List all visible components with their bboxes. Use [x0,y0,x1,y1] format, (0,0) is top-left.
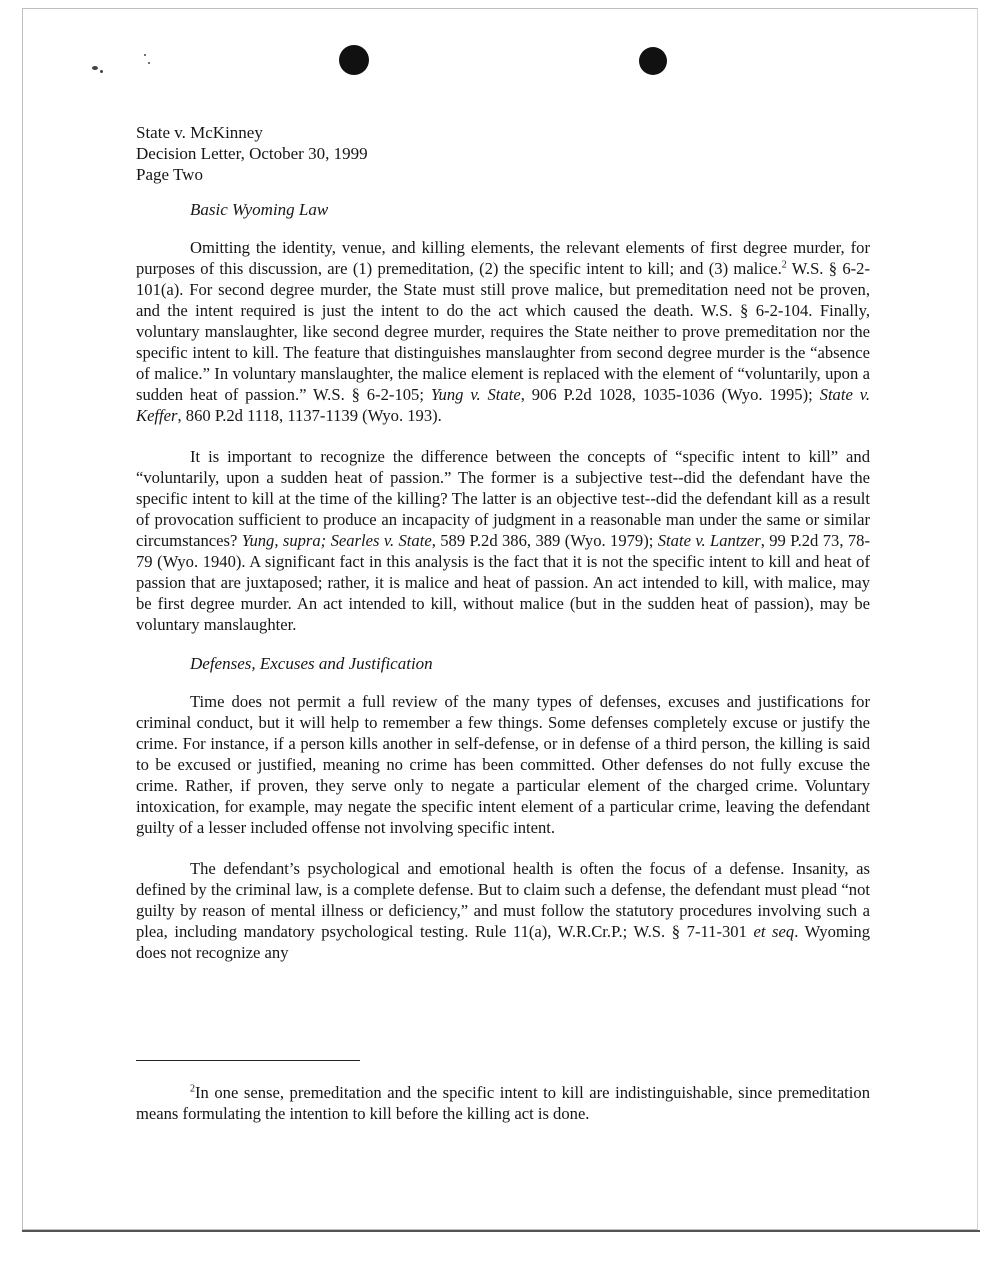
case-citation: State v. Keffer [136,385,870,425]
section-heading-defenses: Defenses, Excuses and Justification [190,654,433,673]
paragraph-insanity: The defendant’s psychological and emotional health is often the focus of a defense. Insanity, as defined by the criminal law, is a complete defense. But to claim such a defense, the defendant must plead “not guilty by reason of mental illness or deficiency,” and must follow the statutory procedures involving such a plea, including mandatory psychological testing. Rule 11(a), W.R.Cr.P.; W.S. § 7-11-301 et seq. Wyoming does not recognize any [136,859,871,962]
case-citation: Yung, supra; Searles v. State [241,531,432,550]
footnote-number: 2 [190,1083,195,1095]
latin-term: et seq [753,922,795,941]
page-label: Page Two [136,165,203,184]
letter-header [136,122,870,185]
footnote-text: In one sense, premeditation and the specific intent to kill are indistinguishable, since premeditation means formulating the intention to kill before the killing act is done. [136,1083,870,1123]
punch-hole-left [339,45,369,75]
page-bottom-edge [22,1230,980,1232]
scan-speck [100,70,103,73]
case-citation: State v. Lantzer [657,531,761,550]
scan-speck [92,66,98,70]
letter-date: Decision Letter, October 30, 1999 [136,144,368,163]
section-heading-basic-law: Basic Wyoming Law [190,200,329,219]
letter-body [136,122,870,963]
footnote-divider [136,1060,360,1061]
scan-speck [144,54,146,56]
punch-hole-right [639,47,667,75]
paragraph-defenses: Time does not permit a full review of the many types of defenses, excuses and justifications for criminal conduct, but it will help to remember a few things. Some defenses completely excuse or justify the crime. For instance, if a person kills another in self-defense, or in defense of a third person, the killing is said to be excused or justified, meaning no crime has been committed. Other defenses do not fully excuse the crime. Rather, if proven, they serve only to negate a particular element of the charged crime. Voluntary intoxication, for example, may negate the specific intent element of a particular crime, leaving the defendant guilty of a lesser included offense not involving specific intent. [136,692,870,837]
paragraph-specific-intent-vs-heat-of-passion: It is important to recognize the difference between the concepts of “specific intent to kill” and “voluntarily, upon a sudden heat of passion.” The former is a subjective test--did the defendant have the specific intent to kill at the time of the killing? The latter is an objective test--did the defendant kill as a result of provocation sufficient to produce an incapacity of judgment in a reasonable man under the same or similar circumstances? Yung, supra; Searles v. State, 589 P.2d 386, 389 (Wyo. 1979); State v. Lantzer, 99 P.2d 73, 78-79 (Wyo. 1940). A significant fact in this analysis is the fact that it is not the specific intent to kill and heat of passion that are juxtaposed; rather, it is malice and heat of passion. An act intended to kill, with malice, may be first degree murder. An act intended to kill, without malice (but in the sudden heat of passion), may be voluntary manslaughter. [136,447,870,634]
case-name: State v. McKinney [136,123,263,142]
scan-speck [148,62,150,64]
footnote [136,1082,870,1124]
footnote-ref: 2 [781,259,787,271]
case-citation: Yung v. State [430,385,521,404]
paragraph-elements-of-murder: Omitting the identity, venue, and killing elements, the relevant elements of first degree murder, for purposes of this discussion, are (1) premeditation, (2) the specific intent to kill; and (3) malice.$^2$ W.S. § 6-2-101(a). For second degree murder, the State must still prove malice, but premeditation need not be proven, and the intent required is just the intent to do the act which caused the death. W.S. § 6-2-104. Finally, voluntary manslaughter, like second degree murder, requires the State neither to prove premeditation nor the specific intent to kill. The feature that distinguishes manslaughter from second degree murder is the “absence of malice.” In voluntary manslaughter, the malice element is replaced with the element of “voluntarily, upon a sudden heat of passion.” W.S. § 6-2-105; Yung v. State, 906 P.2d 1028, 1035-1036 (Wyo. 1995); State v. Keffer, 860 P.2d 1118, 1137-1139 (Wyo. 193). [136,238,870,425]
